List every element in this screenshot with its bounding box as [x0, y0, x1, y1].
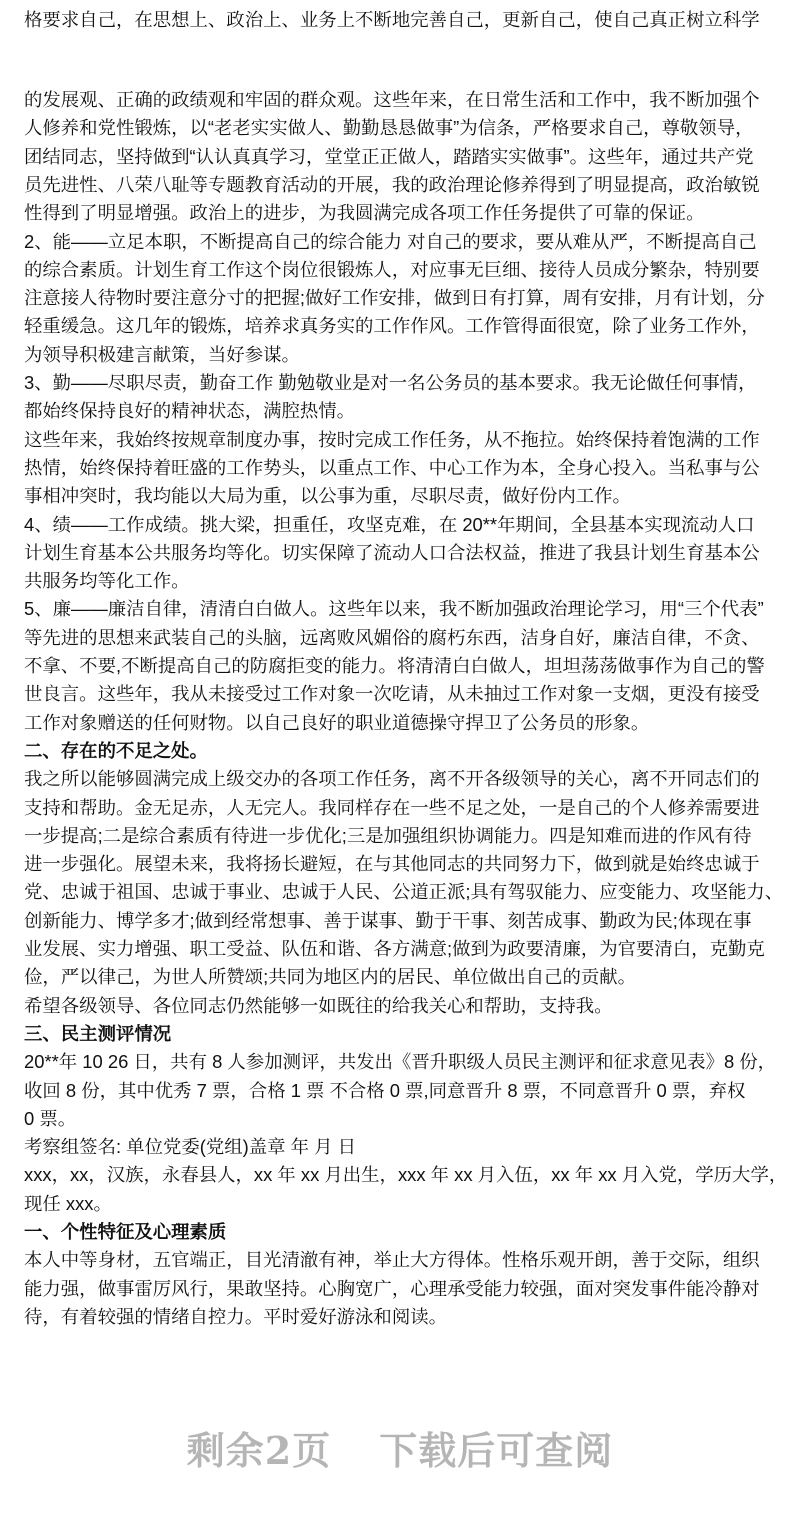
text-line: 这些年来，我始终按规章制度办事，按时完成工作任务，从不拖拉。始终保持着饱满的工作 — [24, 428, 760, 450]
download-prompt[interactable] — [0, 1420, 800, 1475]
text-line: 现任 xxx。 — [24, 1192, 112, 1214]
text-line: 格要求自己，在思想上、政治上、业务上不断地完善自己，更新自己，使自己真正树立科学 — [24, 9, 760, 30]
section-heading: 一、个性特征及心理素质 — [24, 1221, 227, 1242]
text-line: 4、绩——工作成绩。挑大梁，担重任，攻坚克难，在 20**年期间，全县基本实现流动人口 — [24, 513, 755, 535]
section-heading: 三、民主测评情况 — [24, 1022, 172, 1044]
text-line: 0 票。 — [24, 1107, 77, 1129]
text-line: 能力强，做事雷厉风行，果敢坚持。心胸宽广，心理承受能力较强，面对突发事件能冷静对 — [24, 1277, 760, 1299]
text-line: 工作对象赠送的任何财物。以自己良好的职业道德操守捍卫了公务员的形象。 — [24, 711, 650, 733]
text-line: 性得到了明显增强。政治上的进步，为我圆满完成各项工作任务提供了可靠的保证。 — [24, 202, 705, 224]
text-line: 5、廉——廉洁自律，清清白白做人。这些年以来，我不断加强政治理论学习，用“三个代表” — [24, 598, 764, 620]
download-to-view-label[interactable]: 下载后可查阅 — [379, 1428, 614, 1473]
text-line: 热情，始终保持着旺盛的工作势头，以重点工作、中心工作为本，全身心投入。当私事与公 — [24, 456, 760, 478]
text-line: 为领导积极建言献策，当好参谋。 — [24, 343, 300, 365]
text-line: 不拿、不要,不断提高自己的防腐拒变的能力。将清清白白做人，坦坦荡荡做事作为自己的警 — [24, 655, 765, 676]
text-line: 3、勤——尽职尽责，勤奋工作 勤勉敬业是对一名公务员的基本要求。我无论做任何事情， — [24, 372, 757, 393]
text-line: 世良言。这些年，我从未接受过工作对象一次吃请，从未抽过工作对象一支烟，更没有接受 — [24, 683, 760, 705]
text-line: 共服务均等化工作。 — [24, 570, 190, 592]
text-line: 的发展观、正确的政绩观和牢固的群众观。这些年来，在日常生活和工作中，我不断加强个 — [24, 89, 760, 110]
text-line: 支持和帮助。金无足赤，人无完人。我同样存在一些不足之处，一是自己的个人修养需要进 — [24, 796, 760, 818]
text-line: 员先进性、八荣八耻等专题教育活动的开展，我的政治理论修养得到了明显提高，政治敏锐 — [24, 173, 760, 195]
text-line: 收回 8 份，其中优秀 7 票，合格 1 票 不合格 0 票,同意晋升 8 票，不同意晋升 0 票，弃权 — [24, 1079, 746, 1101]
text-line: 都始终保持良好的精神状态，满腔热情。 — [24, 400, 356, 422]
text-line: 进一步强化。展望未来，我将扬长避短，在与其他同志的共同努力下，做到就是始终忠诚于 — [24, 853, 760, 875]
text-line: 注意接人待物时要注意分寸的把握;做好工作安排，做到日有打算，周有安排，月有计划，分 — [24, 287, 765, 309]
text-line: 党、忠诚于祖国、忠诚于事业、忠诚于人民、公道正派;具有驾驭能力、应变能力、攻坚能力、 — [24, 881, 784, 903]
text-line: 人修养和党性锻炼，以“老老实实做人、勤勤恳恳做事”为信条，严格要求自己，尊敬领导， — [24, 117, 754, 139]
text-line: 轻重缓急。这几年的锻炼，培养求真务实的工作作风。工作管得面很宽，除了业务工作外， — [24, 315, 760, 337]
text-line: 希望各级领导、各位同志仍然能够一如既往的给我关心和帮助，支持我。 — [24, 994, 613, 1016]
text-line: 考察组签名: 单位党委(党组)盖章 年 月 日 — [24, 1136, 357, 1158]
text-line: 创新能力、博学多才;做到经常想事、善于谋事、勤于干事、刻苦成事、勤政为民;体现在事 — [24, 909, 752, 931]
text-line: 业发展、实力增强、职工受益、队伍和谐、各方满意;做到为政要清廉，为官要清白，克勤克 — [24, 938, 765, 959]
text-line: 20**年 10 26 日，共有 8 人参加测评，共发出《晋升职级人员民主测评和征求意见表》8 份， — [24, 1051, 777, 1073]
text-line: 我之所以能够圆满完成上级交办的各项工作任务，离不开各级领导的关心，离不开同志们的 — [24, 768, 760, 790]
text-line: 一步提高;二是综合素质有待进一步优化;三是加强组织协调能力。四是知难而进的作风有待 — [24, 824, 752, 846]
section-heading: 二、存在的不足之处。 — [24, 739, 208, 761]
text-line: 计划生育基本公共服务均等化。切实保障了流动人口合法权益，推进了我县计划生育基本公 — [24, 541, 760, 563]
text-line: 2、能——立足本职，不断提高自己的综合能力 对自己的要求，要从难从严，不断提高自己 — [24, 230, 757, 252]
text-line: 团结同志，坚持做到“认认真真学习，堂堂正正做人，踏踏实实做事”。这些年，通过共产党 — [24, 145, 754, 167]
remaining-pages-label: 剩余2页 — [186, 1428, 332, 1473]
text-line: 等先进的思想来武装自己的头脑，远离败风媚俗的腐朽东西，洁身自好，廉洁自律，不贪、 — [24, 626, 760, 648]
text-line: 待，有着较强的情绪自控力。平时爱好游泳和阅读。 — [24, 1305, 447, 1327]
text-line: 事相冲突时，我均能以大局为重，以公事为重，尽职尽责，做好份内工作。 — [24, 485, 631, 507]
text-line: xxx，xx，汉族，永春县人，xx 年 xx 月出生，xxx 年 xx 月入伍，xx 年 xx 月入党，学历大学， — [24, 1164, 788, 1186]
text-line: 的综合素质。计划生育工作这个岗位很锻炼人，对应事无巨细、接待人员成分繁杂，特别要 — [24, 258, 760, 280]
text-line: 本人中等身材，五官端正，目光清澈有神，举止大方得体。性格乐观开朗，善于交际，组织 — [24, 1249, 760, 1271]
text-line: 俭，严以律己，为世人所赞颂;共同为地区内的居民、单位做出自己的贡献。 — [24, 966, 637, 988]
